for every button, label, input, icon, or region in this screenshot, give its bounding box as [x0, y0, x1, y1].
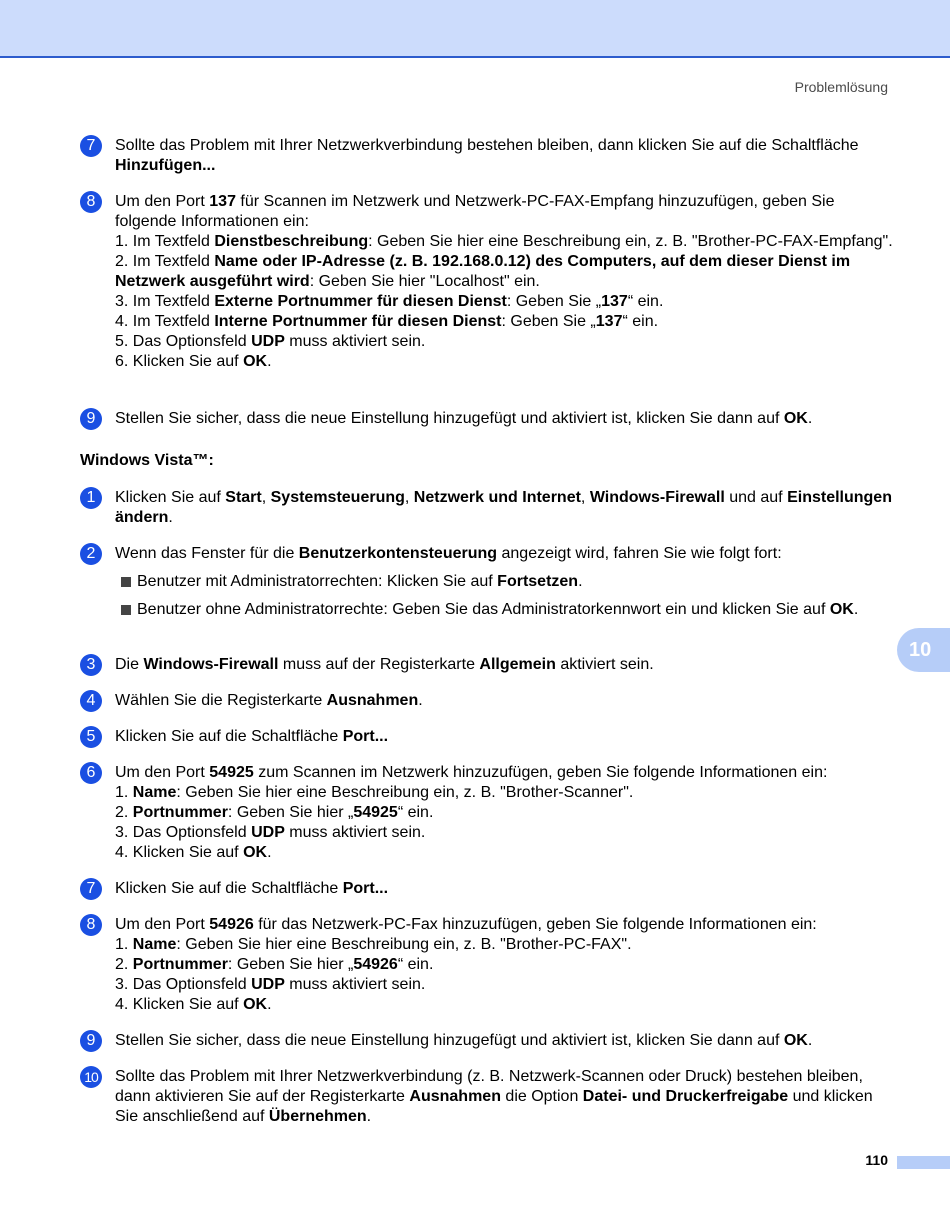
vista-step-3: 3 Die Windows-Firewall muss auf der Registerkarte Allgemein aktiviert sein.	[80, 655, 895, 675]
step-number-badge: 1	[80, 487, 102, 509]
vista-step-5: 5 Klicken Sie auf die Schaltfläche Port...	[80, 727, 895, 747]
vista-step-7: 7 Klicken Sie auf die Schaltfläche Port...	[80, 879, 895, 899]
vista-step-8: 8 Um den Port 54926 für das Netzwerk-PC-Fax hinzuzufügen, geben Sie folgende Informationen ein: 1. Name: Geben Sie hier eine Beschreibung ein, z. B. "Brother-PC-FAX". 2. Portnummer: Geben Sie hier „54926“ ein. 3. Das Optionsfeld UDP muss aktiviert sein. 4. Klicken Sie auf OK.	[80, 915, 895, 1015]
step-number-badge: 8	[80, 191, 102, 213]
step-number-badge: 7	[80, 135, 102, 157]
vista-step-10: 10 Sollte das Problem mit Ihrer Netzwerkverbindung (z. B. Netzwerk-Scannen oder Druck) bestehen bleiben, dann aktivieren Sie auf der Registerkarte Ausnahmen die Option Datei- und Druckerfreigabe und klicken Sie anschließend auf Übernehmen.	[80, 1067, 895, 1127]
step-number-badge: 9	[80, 1030, 102, 1052]
step-number-badge: 7	[80, 878, 102, 900]
vista-step-1: 1 Klicken Sie auf Start, Systemsteuerung, Netzwerk und Internet, Windows-Firewall und auf Einstellungen ändern.	[80, 488, 895, 528]
step-number-badge: 8	[80, 914, 102, 936]
step-number-badge: 3	[80, 654, 102, 676]
header-band	[0, 0, 950, 58]
step-number-badge: 5	[80, 726, 102, 748]
step-8: 8 Um den Port 137 für Scannen im Netzwerk und Netzwerk-PC-FAX-Empfang hinzuzufügen, geben Sie folgende Informationen ein: 1. Im Textfeld Dienstbeschreibung: Geben Sie hier eine Beschreibung ein, z. B. "Brother-PC-FAX-Empfang". 2. Im Textfeld Name oder IP-Adresse (z. B. 192.168.0.12) des Computers, auf dem dieser Dienst im Netzwerk ausgeführt wird: Geben Sie hier "Localhost" ein. 3. Im Textfeld Externe Portnummer für diesen Dienst: Geben Sie „137“ ein. 4. Im Textfeld Interne Portnummer für diesen Dienst: Geben Sie „137“ ein. 5. Das Optionsfeld UDP muss aktiviert sein. 6. Klicken Sie auf OK.	[80, 192, 895, 372]
step-number-badge: 9	[80, 408, 102, 430]
bullet-item: Benutzer mit Administratorrechten: Klicken Sie auf Fortsetzen.	[115, 572, 895, 592]
footer-bar	[897, 1156, 950, 1169]
step-number-badge: 2	[80, 543, 102, 565]
step-number-badge: 4	[80, 690, 102, 712]
square-bullet-icon	[121, 577, 131, 587]
step-number-badge: 10	[80, 1066, 102, 1088]
section-heading: Windows Vista™:	[80, 452, 214, 469]
section-title: Problemlösung	[794, 79, 888, 95]
vista-step-6: 6 Um den Port 54925 zum Scannen im Netzwerk hinzuzufügen, geben Sie folgende Informationen ein: 1. Name: Geben Sie hier eine Beschreibung ein, z. B. "Brother-Scanner". 2. Portnummer: Geben Sie hier „54925“ ein. 3. Das Optionsfeld UDP muss aktiviert sein. 4. Klicken Sie auf OK.	[80, 763, 895, 863]
vista-step-9: 9 Stellen Sie sicher, dass die neue Einstellung hinzugefügt und aktiviert ist, klicken Sie dann auf OK.	[80, 1031, 895, 1051]
vista-step-4: 4 Wählen Sie die Registerkarte Ausnahmen.	[80, 691, 895, 711]
step-9: 9 Stellen Sie sicher, dass die neue Einstellung hinzugefügt und aktiviert ist, klicken Sie dann auf OK.	[80, 409, 895, 429]
page-number: 110	[865, 1152, 888, 1168]
bullet-item: Benutzer ohne Administratorrechte: Geben Sie das Administratorkennwort ein und klicken Sie auf OK.	[115, 600, 895, 620]
step-7: 7 Sollte das Problem mit Ihrer Netzwerkverbindung bestehen bleiben, dann klicken Sie auf die Schaltfläche Hinzufügen...	[80, 136, 895, 176]
chapter-tab: 10	[897, 628, 950, 672]
vista-step-2: 2 Wenn das Fenster für die Benutzerkontensteuerung angezeigt wird, fahren Sie wie folgt fort: Benutzer mit Administratorrechten: Klicken Sie auf Fortsetzen. Benutzer ohne Administratorrechte: Geben Sie das Administratorkennwort ein und klicken Sie auf OK.	[80, 544, 895, 620]
step-number-badge: 6	[80, 762, 102, 784]
square-bullet-icon	[121, 605, 131, 615]
